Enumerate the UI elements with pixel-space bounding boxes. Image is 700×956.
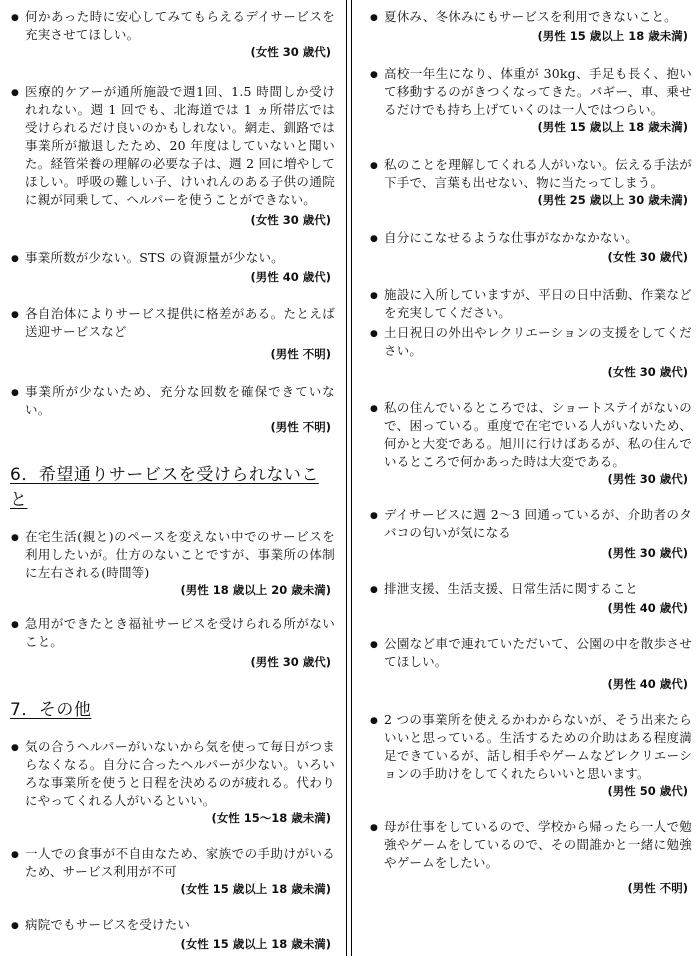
item-text: 土日祝日の外出やレクリエーションの支援をしてください。 xyxy=(384,325,692,358)
bullet-icon: ● xyxy=(370,585,378,595)
bullet-icon: ● xyxy=(370,511,378,521)
list-item xyxy=(10,249,335,286)
item-text: 夏休み、冬休みにもサービスを利用できないこと。 xyxy=(384,9,677,24)
respondent-attribute: (女性 15 歳以上 18 歳未満) xyxy=(180,882,331,896)
respondent-attribute: (女性 30 歳代) xyxy=(607,250,688,264)
item-text: 母が仕事をしているので、学校から帰ったら一人で勉強やゲームをしているので、その間誰かと一緒に勉強やゲームをしたい。 xyxy=(384,819,692,870)
bullet-icon: ● xyxy=(11,310,19,320)
respondent-attribute: (女性 15～18 歳未満) xyxy=(211,811,331,825)
list-item xyxy=(10,305,335,363)
bullet-icon: ● xyxy=(11,743,19,753)
item-text: 病院でもサービスを受けたい xyxy=(25,917,191,932)
item-text: 公園など車で連れていただいて、公園の中を散歩させてほしい。 xyxy=(384,636,692,669)
list-item xyxy=(10,845,335,898)
respondent-attribute: (男性 40 歳代) xyxy=(607,601,688,615)
bullet-icon: ● xyxy=(370,70,378,80)
bullet-icon: ● xyxy=(370,640,378,650)
list-item xyxy=(10,738,335,827)
respondent-attribute: (女性 15 歳以上 18 歳未満) xyxy=(180,937,331,951)
bullet-icon: ● xyxy=(370,404,378,414)
section-heading-7: 7．その他 xyxy=(10,700,92,720)
item-text: 自分にこなせるような仕事がなかなかない。 xyxy=(384,230,639,245)
item-text: 事業所数が少ない。STS の資源量が少ない。 xyxy=(25,250,284,265)
list-item xyxy=(369,324,692,381)
bullet-icon: ● xyxy=(11,254,19,264)
respondent-attribute: (女性 30 歳代) xyxy=(250,45,331,59)
item-text: 事業所が少ないため、充分な回数を確保できていない。 xyxy=(25,384,335,417)
bullet-icon: ● xyxy=(370,823,378,833)
respondent-attribute: (男性 30 歳代) xyxy=(250,655,331,669)
list-item xyxy=(369,818,692,897)
bullet-icon: ● xyxy=(11,921,19,931)
list-item xyxy=(369,286,692,322)
respondent-attribute: (男性 25 歳以上 30 歳未満) xyxy=(537,193,688,207)
bullet-icon: ● xyxy=(370,716,378,726)
list-item xyxy=(369,399,692,488)
respondent-attribute: (男性 30 歳代) xyxy=(607,472,688,486)
item-text: 高校一年生になり、体重が 30kg、手足も長く、抱いて移動するのがきつくなってきた。バギー、車、乗せるだけでも持ち上げていくのは一人ではつらい。 xyxy=(384,66,692,117)
respondent-attribute: (男性 15 歳以上 18 歳未満) xyxy=(537,120,688,134)
respondent-attribute: (男性 不明) xyxy=(270,420,331,434)
item-text: 在宅生活(親と)のペースを変えない中でのサービスを利用したいが。仕方のないことですが、事業所の体制に左右される(時間等) xyxy=(25,529,335,580)
list-item xyxy=(10,528,335,599)
item-text: 各自治体によりサービス提供に格差がある。たとえば送迎サービスなど xyxy=(25,306,335,339)
item-text: 私のことを理解してくれる人がいない。伝える手法が下手で、言葉も出せない、物に当たってしまう。 xyxy=(384,157,692,190)
list-item xyxy=(369,580,692,617)
list-item xyxy=(369,635,692,693)
item-text: 一人での食事が不自由なため、家族での手助けがいるため、サービス利用が不可 xyxy=(25,846,335,879)
list-item xyxy=(10,383,335,436)
section-heading-6: 6．希望通りサービスを受けられないこと xyxy=(10,465,319,510)
bullet-icon: ● xyxy=(11,533,19,543)
bullet-icon: ● xyxy=(370,291,378,301)
list-item xyxy=(369,65,692,136)
list-item xyxy=(369,506,692,562)
list-item xyxy=(10,916,335,953)
respondent-attribute: (男性 30 歳代) xyxy=(607,546,688,560)
item-text: 私の住んでいるところでは、ショートステイがないので、困っている。重度で在宅でいる人がいないため、何かと大変である。旭川に行けばあるが、私の住んでいるところで何かあった時は大変である。 xyxy=(384,400,692,469)
respondent-attribute: (男性 不明) xyxy=(627,881,688,895)
respondent-attribute: (男性 18 歳以上 20 歳未満) xyxy=(180,583,331,597)
list-item xyxy=(10,8,335,61)
respondent-attribute: (男性 15 歳以上 18 歳未満) xyxy=(537,29,688,43)
bullet-icon: ● xyxy=(11,388,19,398)
list-item xyxy=(10,83,335,229)
item-text: 医療的ケアーが通所施設で週1回、1.5 時間しか受けれれない。週 1 回でも、北海道では 1 ヵ所帯広では受けられるだけ良いのかもしれない。網走、釧路では事業所が撤退したため、20 年度はしていないと聞いた。経管栄養の理解の必要な子は、週 2 回に増やしてほしい。呼吸の難しい子、けいれんのある子供の通院に親が同乗して、ヘルパーを使うことができない。 xyxy=(25,84,335,207)
item-text: 排泄支援、生活支援、日常生活に関すること xyxy=(384,581,639,596)
bullet-icon: ● xyxy=(370,329,378,339)
list-item xyxy=(10,615,335,671)
bullet-icon: ● xyxy=(11,88,19,98)
left-column xyxy=(0,0,345,956)
bullet-icon: ● xyxy=(11,850,19,860)
right-column xyxy=(351,0,700,956)
respondent-attribute: (男性 不明) xyxy=(270,347,331,361)
respondent-attribute: (女性 30 歳代) xyxy=(250,213,331,227)
list-item xyxy=(369,711,692,800)
item-text: 2 つの事業所を使えるかわからないが、そう出来たらいいと思っている。生活するための介助はある程度満足できているが、話し相手やゲームなどレクリエーションの手助けをしてくれたらいいと思います。 xyxy=(384,712,692,781)
item-text: 急用ができたとき福祉サービスを受けられる所がないこと。 xyxy=(25,616,335,649)
list-item xyxy=(369,8,692,45)
item-text: 気の合うヘルパーがいないから気を使って毎日がつまらなくなる。自分に合ったヘルパーが少ない。いろいろな事業所を使うと日程を決めるのが疲れる。代わりにやってくれる人がいるといい。 xyxy=(25,739,335,808)
bullet-icon: ● xyxy=(11,13,19,23)
bullet-icon: ● xyxy=(370,13,378,23)
item-text: 施設に入所していますが、平日の日中活動、作業などを充実してください。 xyxy=(384,287,692,320)
respondent-attribute: (男性 40 歳代) xyxy=(250,270,331,284)
bullet-icon: ● xyxy=(370,161,378,171)
list-item xyxy=(369,229,692,266)
bullet-icon: ● xyxy=(370,234,378,244)
list-item xyxy=(369,156,692,209)
respondent-attribute: (女性 30 歳代) xyxy=(607,365,688,379)
respondent-attribute: (男性 50 歳代) xyxy=(607,784,688,798)
respondent-attribute: (男性 40 歳代) xyxy=(607,677,688,691)
item-text: 何かあった時に安心してみてもらえるデイサービスを充実させてほしい。 xyxy=(25,9,335,42)
bullet-icon: ● xyxy=(11,620,19,630)
item-text: デイサービスに週 2～3 回通っているが、介助者のタバコの匂いが気になる xyxy=(384,507,692,540)
